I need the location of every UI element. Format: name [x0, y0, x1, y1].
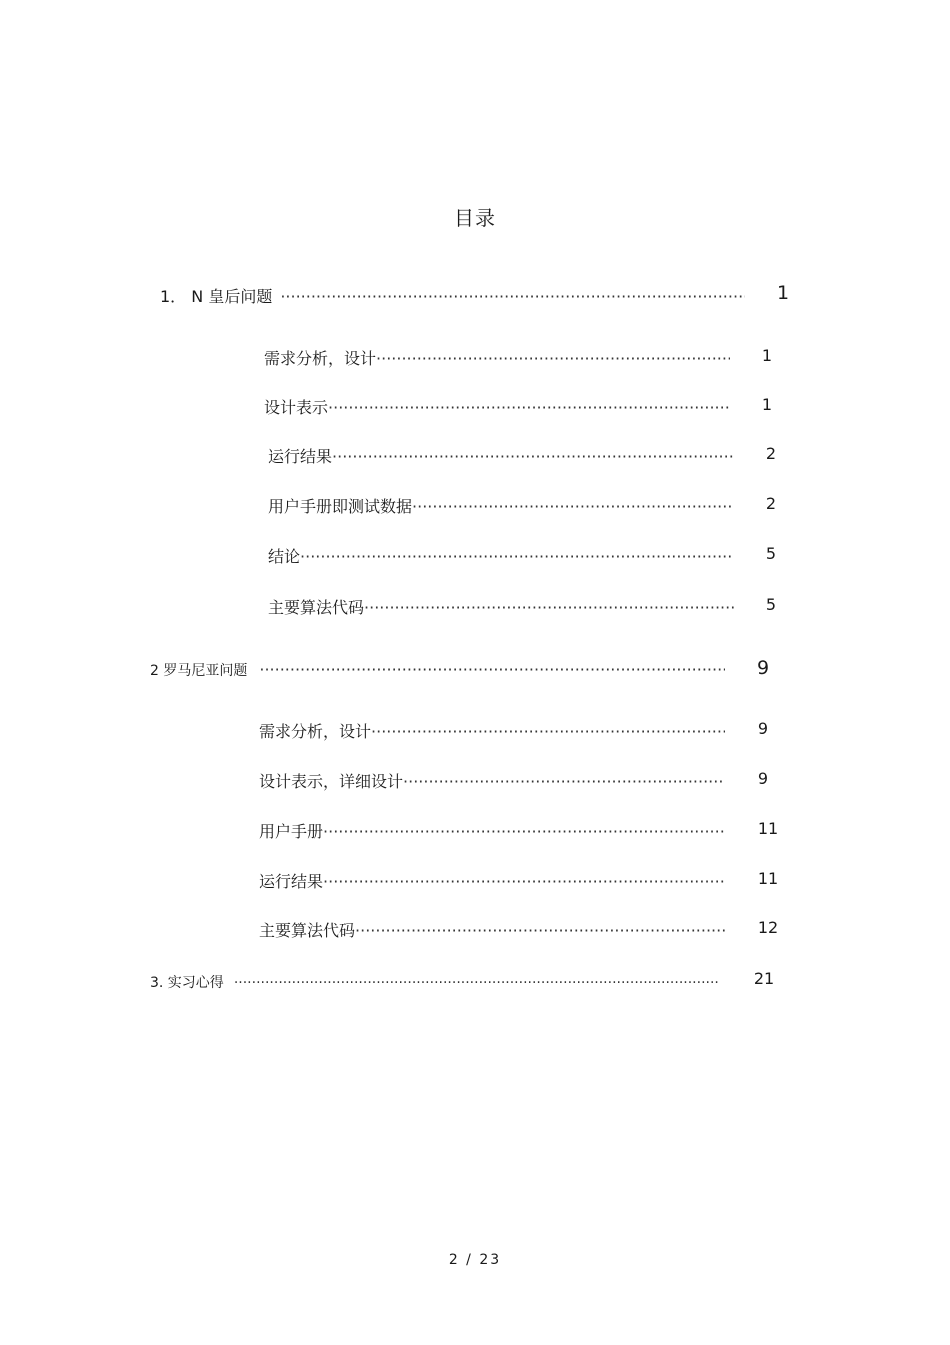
toc-leader-dots: [259, 660, 725, 679]
toc-leader-dots: [328, 398, 730, 417]
toc-entry[interactable]: [259, 869, 725, 892]
toc-entry-page: 11: [757, 869, 779, 888]
toc-entry-label: 用户手册即测试数据: [268, 497, 413, 516]
toc-entry[interactable]: [268, 494, 734, 517]
toc-entry-page: 1: [761, 395, 773, 414]
toc-entry-page: 1: [776, 282, 790, 304]
toc-leader-dots: [371, 722, 725, 741]
toc-entry-label: 设计表示: [264, 398, 329, 417]
toc-entry-label: 设计表示，详细设计: [259, 772, 404, 791]
toc-entry-page: 12: [757, 918, 779, 937]
toc-entry-page: 2: [765, 494, 777, 513]
toc-entry[interactable]: [259, 819, 725, 842]
toc-leader-dots: [376, 349, 730, 368]
toc-entry-label: 3. 实习心得: [150, 975, 224, 991]
toc-entry[interactable]: [150, 660, 725, 680]
toc-leader-dots: [412, 497, 734, 516]
toc-leader-dots: [300, 547, 734, 566]
toc-entry-label: 主要算法代码: [268, 598, 365, 617]
toc-entry[interactable]: [268, 544, 734, 567]
toc-leader-dots: [332, 447, 734, 466]
toc-entry-page: 2: [765, 444, 777, 463]
toc-leader-dots: [280, 287, 745, 306]
toc-entry[interactable]: [264, 395, 730, 418]
toc-entry-label: 主要算法代码: [259, 921, 356, 940]
toc-entry-label: 2 罗马尼亚问题: [150, 663, 248, 679]
toc-entry-label: 运行结果: [268, 447, 333, 466]
page-number-footer: 2 / 23: [448, 1252, 502, 1268]
toc-entry[interactable]: [268, 444, 734, 467]
toc-entry-page: 11: [757, 819, 779, 838]
toc-entry-page: 5: [765, 595, 777, 614]
toc-entry[interactable]: [259, 769, 725, 792]
toc-entry[interactable]: [259, 719, 725, 742]
toc-entry-page: 5: [765, 544, 777, 563]
toc-leader-dots: [234, 975, 720, 991]
toc-leader-dots: [323, 872, 725, 891]
toc-leader-dots: [355, 921, 725, 940]
toc-entry-label: 结论: [268, 547, 301, 566]
toc-entry[interactable]: [259, 918, 725, 941]
toc-entry-page: 9: [757, 719, 769, 738]
toc-leader-dots: [323, 822, 725, 841]
toc-leader-dots: [403, 772, 725, 791]
toc-entry[interactable]: [160, 284, 745, 307]
toc-entry-label: 运行结果: [259, 872, 324, 891]
toc-entry-page: 21: [753, 969, 775, 988]
toc-entry[interactable]: [150, 972, 720, 992]
toc-entry-label: 需求分析，设计: [264, 349, 377, 368]
page-title: 目录: [454, 206, 496, 230]
toc-entry-page: 9: [757, 769, 769, 788]
toc-entry-label: 需求分析，设计: [259, 722, 372, 741]
toc-entry-page: 1: [761, 346, 773, 365]
toc-entry[interactable]: [264, 346, 730, 369]
toc-entry-page: 9: [756, 657, 770, 679]
toc-entry[interactable]: [268, 595, 734, 618]
toc-leader-dots: [364, 598, 734, 617]
toc-entry-label: 1． N 皇后问题: [160, 287, 273, 306]
toc-entry-label: 用户手册: [259, 822, 324, 841]
